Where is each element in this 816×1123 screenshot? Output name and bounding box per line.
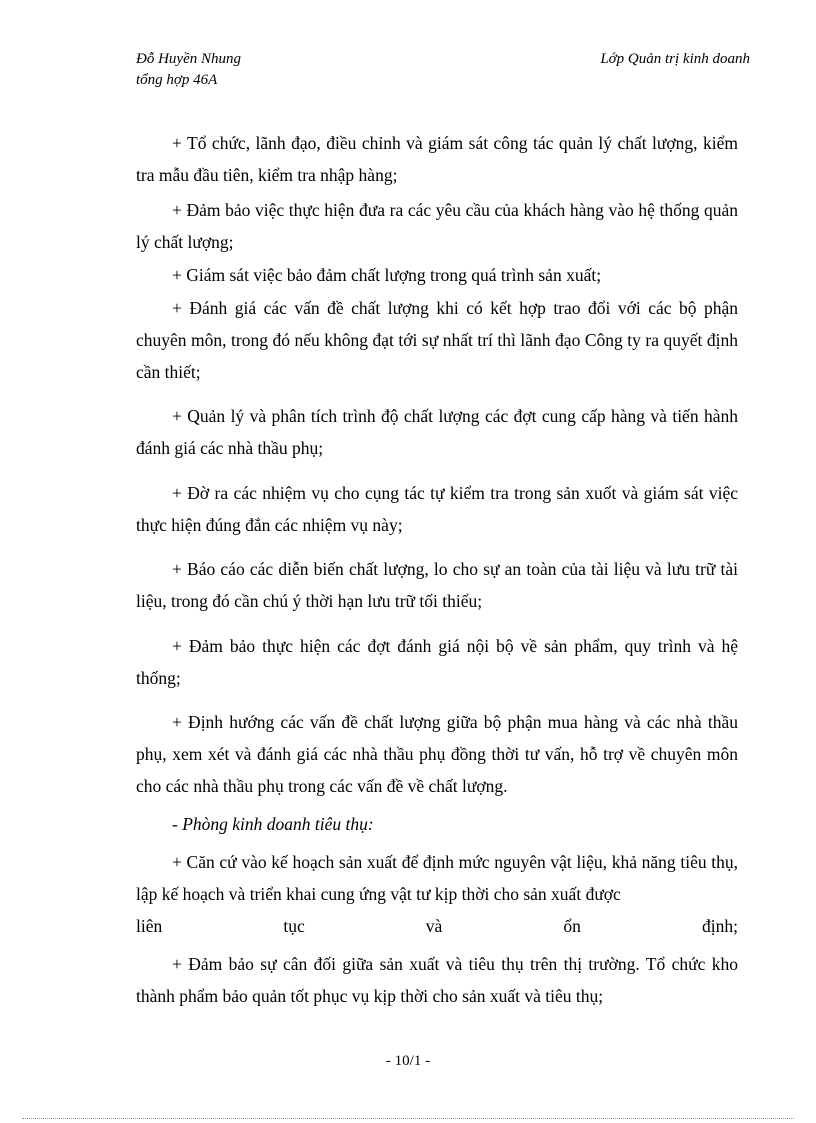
page-number: - 10/1 - — [385, 1053, 431, 1069]
document-body — [136, 127, 738, 1012]
page-bottom-divider — [22, 1118, 794, 1119]
paragraph: + Báo cáo các diễn biến chất lượng, lo cho sự an toàn của tài liệu và lưu trữ tài liệu, trong đó cần chú ý thời hạn lưu trữ tối thiểu; — [136, 559, 738, 611]
paragraph: + Tổ chức, lãnh đạo, điều chỉnh và giám sát công tác quản lý chất lượng, kiểm tra mẫu đầu tiên, kiểm tra nhập hàng; — [136, 133, 738, 185]
paragraph: + Đảm bảo thực hiện các đợt đánh giá nội bộ về sản phẩm, quy trình và hệ thống; — [136, 636, 738, 688]
paragraph: + Đờ ra các nhiệm vụ cho cụng tác tự kiểm tra trong sản xuốt và giám sát việc thực hiện đúng đắn các nhiệm vụ này; — [136, 483, 738, 535]
paragraph: + Định hướng các vấn đề chất lượng giữa bộ phận mua hàng và các nhà thầu phụ, xem xét và đánh giá các nhà thầu phụ đồng thời tư vấn, hỗ trợ về chuyên môn cho các nhà thầu phụ trong các vấn đề về chất lượng. — [136, 712, 738, 796]
paragraph: + Đảm bảo sự cân đối giữa sản xuất và tiêu thụ trên thị trường. Tổ chức kho thành phẩm bảo quản tốt phục vụ kịp thời cho sản xuất và tiêu thụ; — [136, 954, 738, 1006]
header-course: Lớp Quản trị kinh doanh — [600, 51, 750, 67]
author-class: tổng hợp 46A — [136, 72, 218, 88]
paragraph: + Quản lý và phân tích trình độ chất lượng các đợt cung cấp hàng và tiến hành đánh giá các nhà thầu phụ; — [136, 406, 738, 458]
section-heading: - Phòng kinh doanh tiêu thụ: — [172, 814, 374, 834]
paragraph: + Căn cứ vào kế hoạch sản xuất để định mức nguyên vật liệu, khả năng tiêu thụ, lập kế hoạch và triển khai cung ứng vật tư kịp thời cho sản xuất được — [136, 852, 738, 904]
paragraph: + Đánh giá các vấn đề chất lượng khi có kết hợp trao đổi với các bộ phận chuyên môn, trong đó nếu không đạt tới sự nhất trí thì lãnh đạo Công ty ra quyết định cần thiết; — [136, 298, 738, 382]
header-author — [136, 49, 241, 91]
author-name: Đỗ Huyền Nhung — [136, 51, 241, 67]
paragraph: + Giám sát việc bảo đảm chất lượng trong quá trình sản xuất; — [172, 265, 602, 285]
paragraph: + Đảm bảo việc thực hiện đưa ra các yêu cầu của khách hàng vào hệ thống quản lý chất lượng; — [136, 200, 738, 252]
paragraph-last-line: liên tục và ổn định; — [136, 916, 738, 936]
